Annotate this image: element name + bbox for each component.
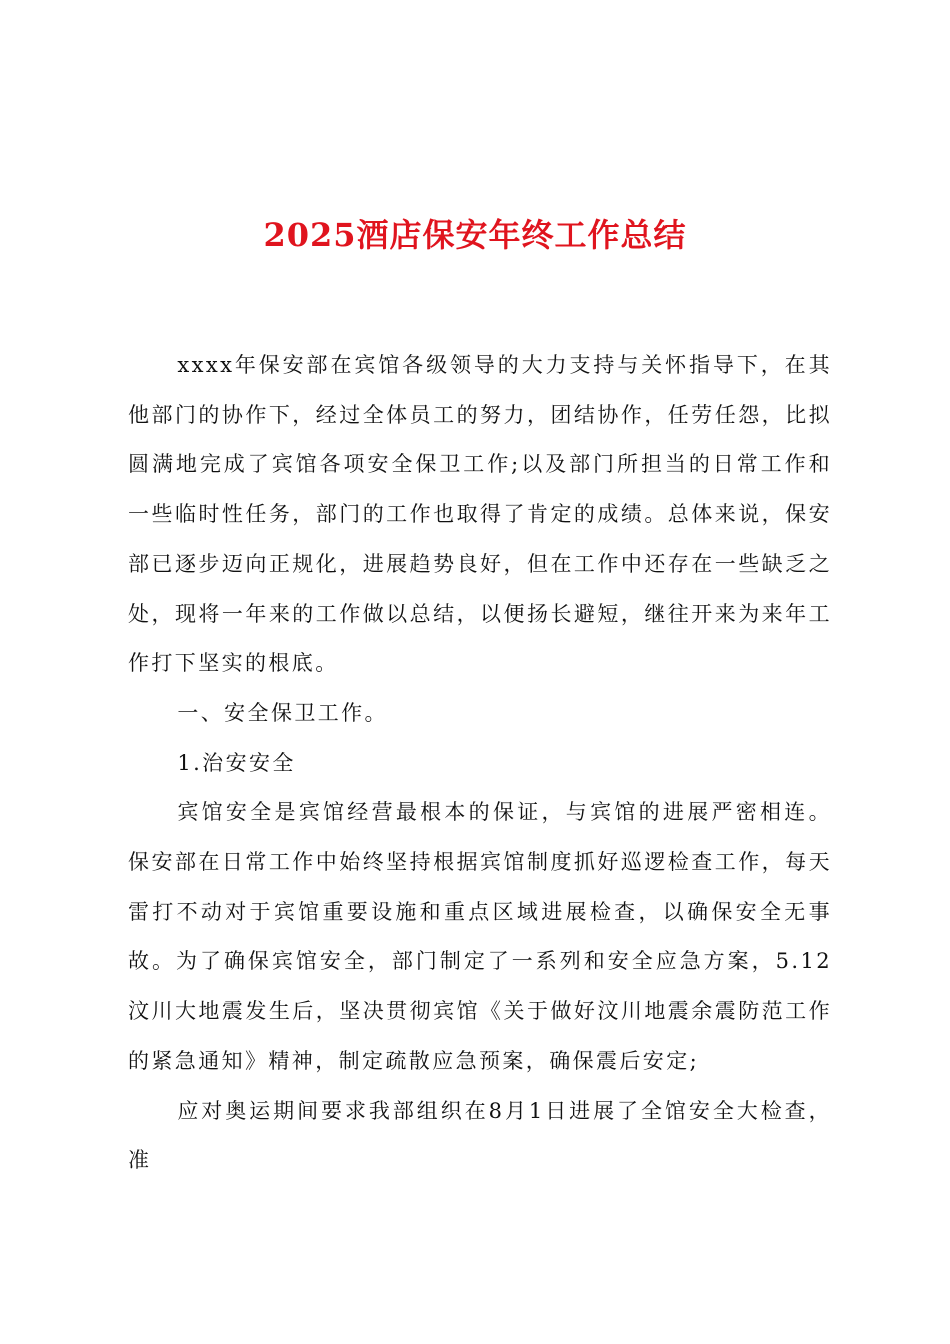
subsection-heading-public-security: 1.治安安全 <box>177 750 296 775</box>
document-title: 2025酒店保安年终工作总结 <box>263 216 687 254</box>
paragraph-hotel-safety: 宾馆安全是宾馆经营最根本的保证，与宾馆的进展严密相连。保安部在日常工作中始终坚持根据宾馆制度抓好巡逻检查工作，每天雷打不动对于宾馆重要设施和重点区域进展检查，以确保安全无事故。为了确保宾馆安全，部门制定了一系列和安全应急方案，5.12汶川大地震发生后，坚决贯彻宾馆《关于做好汶川地震余震防范工作的紧急通知》精神，制定疏散应急预案，确保震后安定; <box>128 800 832 1073</box>
paragraph-intro: xxxx年保安部在宾馆各级领导的大力支持与关怀指导下，在其他部门的协作下，经过全体员工的努力，团结协作，任劳任怨，比拟圆满地完成了宾馆各项安全保卫工作;以及部门所担当的日常工作和一些临时性任务，部门的工作也取得了肯定的成绩。总体来说，保安部已逐步迈向正规化，进展趋势良好，但在工作中还存在一些缺乏之处，现将一年来的工作做以总结，以便扬长避短，继往开来为来年工作打下坚实的根底。 <box>128 353 832 676</box>
document-body <box>128 341 832 1186</box>
paragraph-olympics-inspection: 应对奥运期间要求我部组织在8月1日进展了全馆安全大检查，准 <box>128 1098 832 1173</box>
section-heading-security: 一、安全保卫工作。 <box>177 700 388 725</box>
